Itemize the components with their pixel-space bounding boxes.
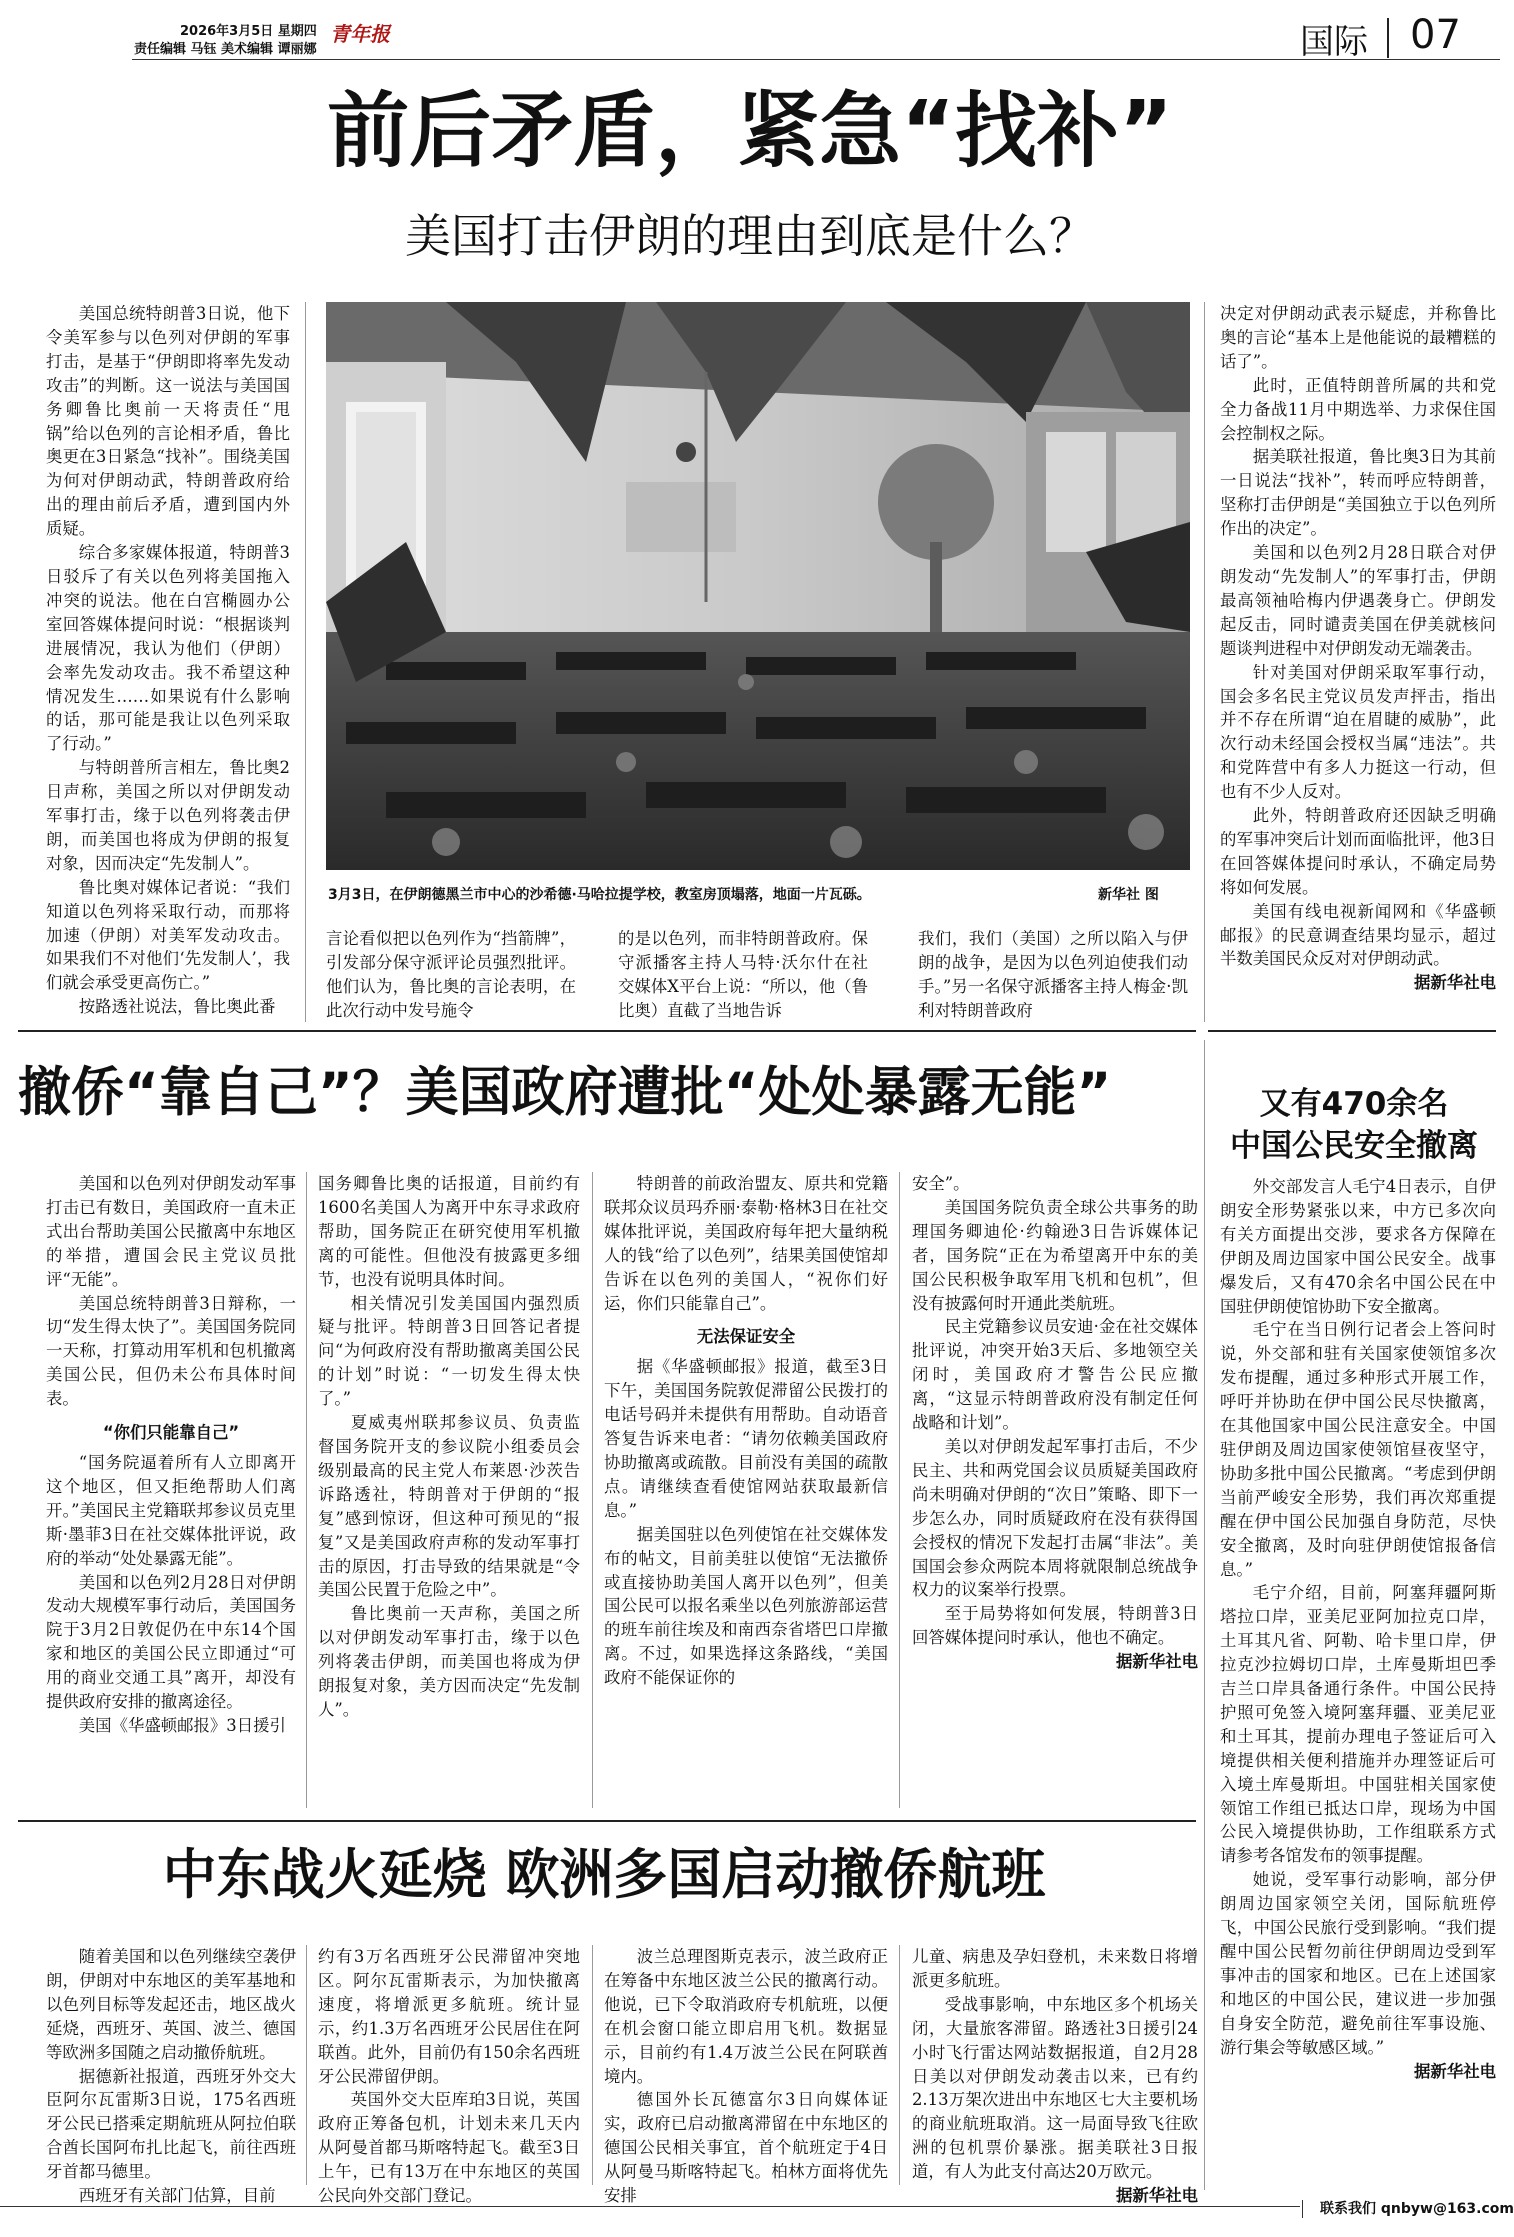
paragraph: 与特朗普所言相左，鲁比奥2日声称，美国之所以对伊朗发动军事打击，缘于以色列将袭击伊朗，而美国也将成为伊朗的报复对象，因而决定“先发制人”。 [46, 758, 290, 873]
article4-body [1220, 1175, 1496, 2189]
classroom-ruins-image [326, 302, 1190, 870]
article1-col5 [1220, 302, 1496, 1022]
article1-col1 [46, 302, 290, 1020]
paragraph: 毛宁在当日例行记者会上答问时说，外交部和驻有关国家使领馆多次发布提醒，通过多种形式开展工作，呼吁并协助在伊中国公民尽快撤离，在其他国家中国公民注意安全。中国驻伊朗及周边国家使领馆昼夜坚守，协助多批中国公民撤离。“考虑到伊朗当前严峻安全形势，我们再次郑重提醒在伊中国公民加强自身防范，尽快安全撤离，及时向驻伊朗使馆报备信息。” [1220, 1320, 1496, 1579]
paragraph: 据《华盛顿邮报》报道，截至3日下午，美国国务院敦促滞留公民拨打的电话号码并未提供有用帮助。自动语音答复告诉来电者：“请勿依赖美国政府协助撤离或疏散。目前没有美国的疏散点。请继续查看使馆网站获取最新信息。” [604, 1357, 888, 1520]
paragraph: 鲁比奥对媒体记者说：“我们知道以色列将采取行动，而那将加速（伊朗）对美军发动攻击。如果我们不对他们‘先发制人’，我们就会承受更高伤亡。” [46, 877, 290, 993]
article1-subtitle: 美国打击伊朗的理由到底是什么？ [405, 209, 1095, 263]
column-rule [305, 302, 306, 1022]
article1-col2 [326, 927, 576, 1022]
newspaper-logo: 青年报 [330, 22, 390, 46]
photo-credit: 新华社 图 [1098, 887, 1159, 903]
article2-source: 据新华社电 [1116, 1652, 1198, 1672]
paragraph: 美国和以色列对伊朗发动军事打击已有数日，美国政府一直未正式出台帮助美国公民撤离中东地区的举措，遭国会民主党议员批评“无能”。 [46, 1174, 296, 1289]
paragraph: 美国有线电视新闻网和《华盛顿邮报》的民意调查结果均显示，超过半数美国民众反对对伊朗动武。 [1220, 901, 1496, 969]
footer-contact: 联系我们 qnbyw@163.com [1320, 2201, 1514, 2217]
paragraph: 的是以色列，而非特朗普政府。保守派播客主持人马特·沃尔什在社交媒体X平台上说：“所以，他（鲁比奥）直截了当地告诉 [618, 929, 868, 1020]
masthead-editors: 责任编辑 马钰 美术编辑 谭丽娜 [134, 42, 317, 57]
paragraph: 鲁比奥前一天声称，美国之所以对伊朗发动军事打击，缘于以色列将袭击伊朗，而美国也将成为伊朗报复对象，美方因而决定“先发制人”。 [318, 1604, 580, 1719]
paragraph: 美以对伊朗发起军事打击后，不少民主、共和两党国会议员质疑美国政府尚未明确对伊朗的“次日”策略、即下一步怎么办，同时质疑政府在没有获得国会授权的情况下发起打击属“非法”。美国国会参众两院本周将就限制总统战争权力的议案举行投票。 [912, 1436, 1198, 1600]
article3-col2 [318, 1945, 580, 2206]
paragraph: 我们，我们（美国）之所以陷入与伊朗的战争，是因为以色列迫使我们动手。”另一名保守派播客主持人梅金·凯利对特朗普政府 [918, 929, 1188, 1020]
article2-col4 [912, 1172, 1198, 1812]
article2-col1 [46, 1172, 296, 1812]
paragraph: 美国《华盛顿邮报》3日援引 [78, 1715, 286, 1735]
article2-col3 [604, 1172, 888, 1812]
section-rule [18, 1820, 1196, 1822]
article2-col2 [318, 1172, 580, 1812]
paragraph: 她说，受军事行动影响，部分伊朗周边国家领空关闭，国际航班停飞，中国公民旅行受到影响。“我们提醒中国公民暂勿前往伊朗周边受到军事冲击的国家和地区。已在上述国家和地区的中国公民，建议进一步加强自身安全防范，避免前往军事设施、游行集会等敏感区域。” [1220, 1870, 1496, 2057]
section-rule [18, 1030, 1196, 1032]
paragraph: 相关情况引发美国国内强烈质疑与批评。特朗普3日回答记者提问“为何政府没有帮助撤离美国公民的计划”时说：“一切发生得太快了。” [318, 1293, 580, 1409]
masthead-date: 2026年3月5日 星期四 [180, 24, 317, 39]
paragraph: 夏威夷州联邦参议员、负责监督国务院开支的参议院小组委员会级别最高的民主党人布莱恩·沙茨告诉路透社，特朗普对于伊朗的“报复”感到惊讶，但这种可预见的“报复”又是美国政府声称的发动军事打击的原因，打击导致的结果就是“令美国公民置于危险之中”。 [318, 1413, 580, 1600]
article3-title: 中东战火延烧 欧洲多国启动撤侨航班 [162, 1843, 1046, 1906]
paragraph: 综合多家媒体报道，特朗普3日驳斥了有关以色列将美国拖入冲突的说法。他在白宫椭圆办公室回答媒体提问时说：“根据谈判进展情况，我认为他们（伊朗）会率先发动攻击。我不希望这种情况发生……如果说有什么影响的话，那可能是我让以色列采取了行动。” [46, 543, 290, 754]
column-rule [1204, 302, 1205, 1022]
paragraph: 美国和以色列2月28日联合对伊朗发动“先发制人”的军事打击，伊朗最高领袖哈梅内伊遇袭身亡。伊朗发起反击，同时谴责美国在伊美就核问题谈判进程中对伊朗发动无端袭击。 [1220, 543, 1496, 658]
paragraph: 决定对伊朗动武表示疑虑，并称鲁比奥的言论“基本上是他能说的最糟糕的话了”。 [1220, 304, 1496, 371]
paragraph: 民主党籍参议员安迪·金在社交媒体批评说，冲突开始3天后、多地领空关闭时，美国政府才警告公民应撤离，“这显示特朗普政府没有制定任何战略和计划”。 [912, 1317, 1198, 1433]
column-rule [592, 1945, 593, 2185]
paragraph: “国务院逼着所有人立即离开这个地区，但又拒绝帮助人们离开。”美国民主党籍联邦参议员克里斯·墨菲3日在社交媒体批评说，政府的举动“处处暴露无能”。 [46, 1452, 296, 1568]
article4-title-line1: 又有470余名 [1259, 1086, 1449, 1122]
paragraph: 言论看似把以色列作为“挡箭牌”，引发部分保守派评论员强烈批评。他们认为，鲁比奥的言论表明，在此次行动中发号施令 [326, 929, 576, 1020]
paragraph: 特朗普的前政治盟友、原共和党籍联邦众议员玛乔丽·泰勒·格林3日在社交媒体批评说，美国政府每年把大量纳税人的钱“给了以色列”，结果美国使馆却告诉在以色列的美国人，“祝你们好运，你们只能靠自己”。 [604, 1174, 888, 1313]
classroom-photo [326, 302, 1190, 870]
column-rule [592, 1172, 593, 1808]
paragraph: 此时，正值特朗普所属的共和党全力备战11月中期选举、力求保住国会控制权之际。 [1220, 375, 1496, 443]
paragraph: 据美国驻以色列使馆在社交媒体发布的帖文，目前美驻以使馆“无法撤侨或直接协助美国人离开以色列”，但美国公民可以报名乘坐以色列旅游部运营的班车前往埃及和南西奈省塔巴口岸撤离。不过，如果选择这条路线，“美国政府不能保证你的 [604, 1524, 888, 1688]
article2-subheading: “你们只能靠自己” [102, 1423, 240, 1443]
paragraph: 儿童、病患及孕妇登机，未来数日将增派更多航班。 [912, 1947, 1198, 1990]
masthead-rule [132, 59, 1500, 60]
article4-source: 据新华社电 [1414, 2061, 1496, 2081]
paragraph: 按路透社说法，鲁比奥此番 [78, 997, 276, 1017]
column-rule [306, 1945, 307, 2185]
paragraph: 受战事影响，中东地区多个机场关闭，大量旅客滞留。路透社3日援引24小时飞行雷达网站数据报道，自2月28日美以对伊朗发动袭击以来，已有约2.13万架次进出中东地区七大主要机场的商业航班取消。这一局面导致飞往欧洲的包机票价暴涨。据美联社3日报道，有人为此支付高达20万欧元。 [912, 1994, 1198, 2182]
section-name: 国际 [1300, 22, 1368, 62]
article3-col1 [46, 1945, 296, 2206]
paragraph: 至于局势将如何发展，特朗普3日回答媒体提问时承认，他也不确定。 [912, 1604, 1198, 1648]
paragraph: 波兰总理图斯克表示，波兰政府正在筹备中东地区波兰公民的撤离行动。他说，已下令取消政府专机航班，以便在机会窗口能立即启用飞机。数据显示，目前约有1.4万波兰公民在阿联酋境内。 [604, 1947, 888, 2086]
paragraph: 英国外交大臣库珀3日说，英国政府正筹备包机，计划未来几天内从阿曼首都马斯喀特起飞。截至3日上午，已有13万在中东地区的英国公民向外交部门登记。 [318, 2090, 580, 2206]
section-divider [1387, 18, 1389, 58]
paragraph: 美国国务院负责全球公共事务的助理国务卿迪伦·约翰逊3日告诉媒体记者，国务院“正在为希望离开中东的美国公民积极争取军用飞机和包机”，但没有披露何时开通此类航班。 [912, 1197, 1198, 1313]
paragraph: 据德新社报道，西班牙外交大臣阿尔瓦雷斯3日说，175名西班牙公民已搭乘定期航班从阿拉伯联合酋长国阿布扎比起飞，前往西班牙首都马德里。 [46, 2066, 296, 2182]
article2-subheading: 无法保证安全 [696, 1327, 796, 1347]
paragraph: 安全”。 [912, 1174, 970, 1193]
paragraph: 随着美国和以色列继续空袭伊朗，伊朗对中东地区的美军基地和以色列目标等发起还击，地区战火延烧，西班牙、英国、波兰、德国等欧洲多国随之启动撤侨航班。 [46, 1947, 296, 2062]
paragraph: 德国外长瓦德富尔3日向媒体证实，政府已启动撤离滞留在中东地区的德国公民相关事宜，首个航班定于4日从阿曼马斯喀特起飞。柏林方面将优先安排 [604, 2090, 888, 2206]
paragraph: 美国总统特朗普3日说，他下令美军参与以色列对伊朗的军事打击，是基于“伊朗即将率先发动攻击”的判断。这一说法与美国国务卿鲁比奥前一天将责任“甩锅”给以色列的言论相矛盾，鲁比奥更在3日紧急“找补”。围绕美国为何对伊朗动武，特朗普政府给出的理由前后矛盾，遭到国内外质疑。 [46, 304, 290, 539]
paragraph: 美国总统特朗普3日辩称，一切“发生得太快了”。美国国务院同一天称，打算动用军机和包机撤离美国公民，但仍未公布具体时间表。 [46, 1293, 296, 1409]
paragraph: 毛宁介绍，目前，阿塞拜疆阿斯塔拉口岸，亚美尼亚阿加拉克口岸，土耳其凡省、阿勒、哈卡里口岸，伊拉克沙拉姆切口岸，土库曼斯坦巴季吉兰口岸具备通行条件。中国公民持护照可免签入境阿塞拜疆、亚美尼亚和土耳其，提前办理电子签证后可入境提供相关便利措施并办理签证后可入境土库曼斯坦。中国驻相关国家使领馆工作组已抵达口岸，现场为中国公民入境提供协助，工作组联系方式请参考各馆发布的领事提醒。 [1220, 1583, 1496, 1866]
photo-caption: 3月3日，在伊朗德黑兰市中心的沙希德·马哈拉提学校，教室房顶塌落，地面一片瓦砾。 [328, 887, 871, 903]
paragraph: 外交部发言人毛宁4日表示，自伊朗安全形势紧张以来，中方已多次向有关方面提出交涉，要求各方保障在伊朗及周边国家中国公民安全。战事爆发后，又有470余名中国公民在中国驻伊朗使馆协助下安全撤离。 [1220, 1177, 1496, 1316]
section-rule [1208, 1030, 1496, 1032]
article1-title: 前后矛盾，紧急“找补” [327, 84, 1173, 179]
article1-source: 据新华社电 [1414, 973, 1496, 993]
paragraph: 针对美国对伊朗采取军事行动，国会多名民主党议员发声抨击，指出并不存在所谓“迫在眉睫的威胁”，此次行动未经国会授权当属“违法”。共和党阵营中有多人力挺这一行动，但也有不少人反对。 [1220, 662, 1496, 802]
article3-col3 [604, 1945, 888, 2206]
column-rule [899, 1172, 900, 1808]
paragraph: 西班牙有关部门估算，目前 [78, 2186, 276, 2206]
column-rule [899, 1945, 900, 2185]
paragraph: 约有3万名西班牙公民滞留冲突地区。阿尔瓦雷斯表示，为加快撤离速度，将增派更多航班。统计显示，约1.3万名西班牙公民居住在阿联酋。此外，目前仍有150余名西班牙公民滞留伊朗。 [318, 1947, 580, 2086]
footer-divider [1302, 2200, 1303, 2218]
paragraph: 据美联社报道，鲁比奥3日为其前一日说法“找补”，转而呼应特朗普，坚称打击伊朗是“美国独立于以色列所作出的决定”。 [1220, 447, 1496, 539]
footer-rule [0, 2206, 1300, 2207]
article3-col4 [912, 1945, 1198, 2206]
page-number: 07 [1410, 12, 1461, 58]
article1-col3 [618, 927, 868, 1022]
paragraph: 此外，特朗普政府还因缺乏明确的军事冲突后计划而面临批评，他3日在回答媒体提问时承认，不确定局势将如何发展。 [1220, 806, 1496, 897]
article3-source: 据新华社电 [1116, 2186, 1198, 2206]
article2-title: 撤侨“靠自己”？美国政府遭批“处处暴露无能” [18, 1062, 1112, 1123]
paragraph: 国务卿鲁比奥的话报道，目前约有1600名美国人为离开中东寻求政府帮助，国务院正在研究使用军机撤离的可能性。但他没有披露更多细节，也没有说明具体时间。 [318, 1174, 580, 1289]
column-rule [306, 1172, 307, 1808]
article1-col4 [918, 927, 1188, 1022]
article4-title-line2: 中国公民安全撤离 [1230, 1128, 1478, 1164]
paragraph: 美国和以色列2月28日对伊朗发动大规模军事行动后，美国国务院于3月2日敦促仍在中东14个国家和地区的美国公民立即通过“可用的商业交通工具”离开，却没有提供政府安排的撤离途径。 [46, 1572, 296, 1712]
column-rule [1204, 1040, 1205, 2190]
